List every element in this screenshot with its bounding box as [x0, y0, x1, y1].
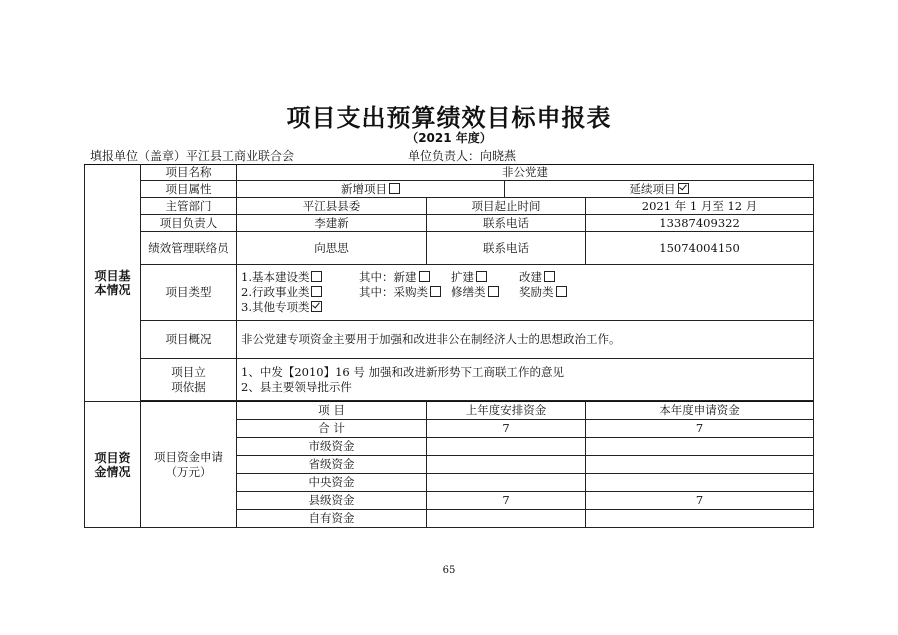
page-number: 65	[442, 565, 456, 576]
apply-label	[141, 402, 237, 528]
funds-section-label	[85, 402, 141, 528]
continue-project-checkbox[interactable]	[678, 183, 689, 194]
dept-value: 平江县县委	[237, 198, 427, 215]
project-name-label: 项目名称	[141, 165, 237, 181]
phone-value: 13387409322	[586, 215, 814, 232]
type-new-build-checkbox[interactable]	[419, 271, 430, 282]
funds-section-text: 项目资金情况	[94, 450, 131, 479]
type-repair: 修缮类	[451, 285, 486, 299]
basis-label	[141, 359, 237, 401]
project-type-options	[237, 265, 814, 321]
fund-row-this	[586, 510, 814, 528]
project-head-label: 项目负责人	[141, 215, 237, 232]
basis-line-2: 2、县主要领导批示件	[241, 379, 352, 394]
attr-continue-label: 延续项目	[629, 181, 676, 196]
phone-label: 联系电话	[427, 215, 586, 232]
phone2-value: 15074004150	[586, 232, 814, 265]
type-other-checkbox[interactable]	[311, 301, 322, 312]
fund-row-last: 7	[427, 420, 586, 438]
reporting-unit: 填报单位（盖章）平江县工商业联合会	[90, 149, 295, 163]
type-reward-checkbox[interactable]	[556, 286, 567, 297]
fund-row-this	[586, 456, 814, 474]
basis-value	[237, 359, 814, 401]
type-reward: 奖励类	[519, 285, 554, 299]
new-project-checkbox[interactable]	[389, 183, 400, 194]
col-item-header: 项 目	[237, 402, 427, 420]
basic-section-label	[85, 165, 141, 402]
fund-row-last	[427, 510, 586, 528]
fund-row-this: 7	[586, 420, 814, 438]
overview-label: 项目概况	[141, 321, 237, 359]
type-rebuild-checkbox[interactable]	[544, 271, 555, 282]
type-infra: 1.基本建设类	[241, 270, 310, 284]
fund-row-name: 市级资金	[237, 438, 427, 456]
type-rebuild: 改建	[519, 270, 542, 284]
col-this-header: 本年度申请资金	[586, 402, 814, 420]
attr-new-label: 新增项目	[341, 181, 387, 196]
page-title: 项目支出预算绩效目标申报表	[286, 104, 612, 132]
fund-row-name: 县级资金	[237, 492, 427, 510]
phone2-label: 联系电话	[427, 232, 586, 265]
period-value: 2021 年 1 月至 12 月	[586, 198, 814, 215]
type-new-build: 其中：新建	[359, 270, 417, 284]
fund-row-last: 7	[427, 492, 586, 510]
type-repair-checkbox[interactable]	[488, 286, 499, 297]
basis-line-1: 1、中发【2010】16 号 加强和改进新形势下工商联工作的意见	[241, 364, 565, 379]
type-other: 3.其他专项类	[241, 300, 310, 314]
apply-label-text: 项目资金申请（万元）	[154, 449, 223, 479]
type-expand-checkbox[interactable]	[476, 271, 487, 282]
fund-row-name: 合 计	[237, 420, 427, 438]
performance-table	[84, 164, 814, 528]
fund-row-last	[427, 438, 586, 456]
type-line-3	[241, 300, 809, 315]
fund-row-last	[427, 474, 586, 492]
fund-row-name: 省级资金	[237, 456, 427, 474]
unit-leader: 单位负责人：向晓燕	[408, 149, 517, 163]
attr-continue-cell	[505, 181, 814, 198]
type-expand: 扩建	[451, 270, 474, 284]
project-attr-label: 项目属性	[141, 181, 237, 198]
basis-label-text: 项目立项依据	[171, 364, 206, 394]
fund-row-this: 7	[586, 492, 814, 510]
fund-row-name: 自有资金	[237, 510, 427, 528]
project-name-value: 非公党建	[237, 165, 814, 181]
fund-row-name: 中央资金	[237, 474, 427, 492]
dept-label: 主管部门	[141, 198, 237, 215]
period-label: 项目起止时间	[427, 198, 586, 215]
contact-label: 绩效管理联络员	[141, 232, 237, 265]
type-line-2	[241, 285, 809, 300]
type-admin: 2.行政事业类	[241, 285, 310, 299]
type-purchase-checkbox[interactable]	[430, 286, 441, 297]
type-purchase: 其中：采购类	[359, 285, 428, 299]
type-line-1	[241, 270, 809, 285]
overview-value: 非公党建专项资金主要用于加强和改进非公在制经济人士的思想政治工作。	[237, 321, 814, 359]
type-admin-checkbox[interactable]	[311, 286, 322, 297]
fund-row-this	[586, 474, 814, 492]
col-last-header: 上年度安排资金	[427, 402, 586, 420]
fund-row-last	[427, 456, 586, 474]
project-head-value: 李建新	[237, 215, 427, 232]
attr-new-cell	[237, 181, 505, 198]
project-type-label: 项目类型	[141, 265, 237, 321]
year-subtitle: （2021 年度）	[406, 131, 492, 145]
type-infra-checkbox[interactable]	[311, 271, 322, 282]
fund-row-this	[586, 438, 814, 456]
basic-section-text: 项目基本情况	[94, 269, 131, 297]
contact-value: 向思思	[237, 232, 427, 265]
